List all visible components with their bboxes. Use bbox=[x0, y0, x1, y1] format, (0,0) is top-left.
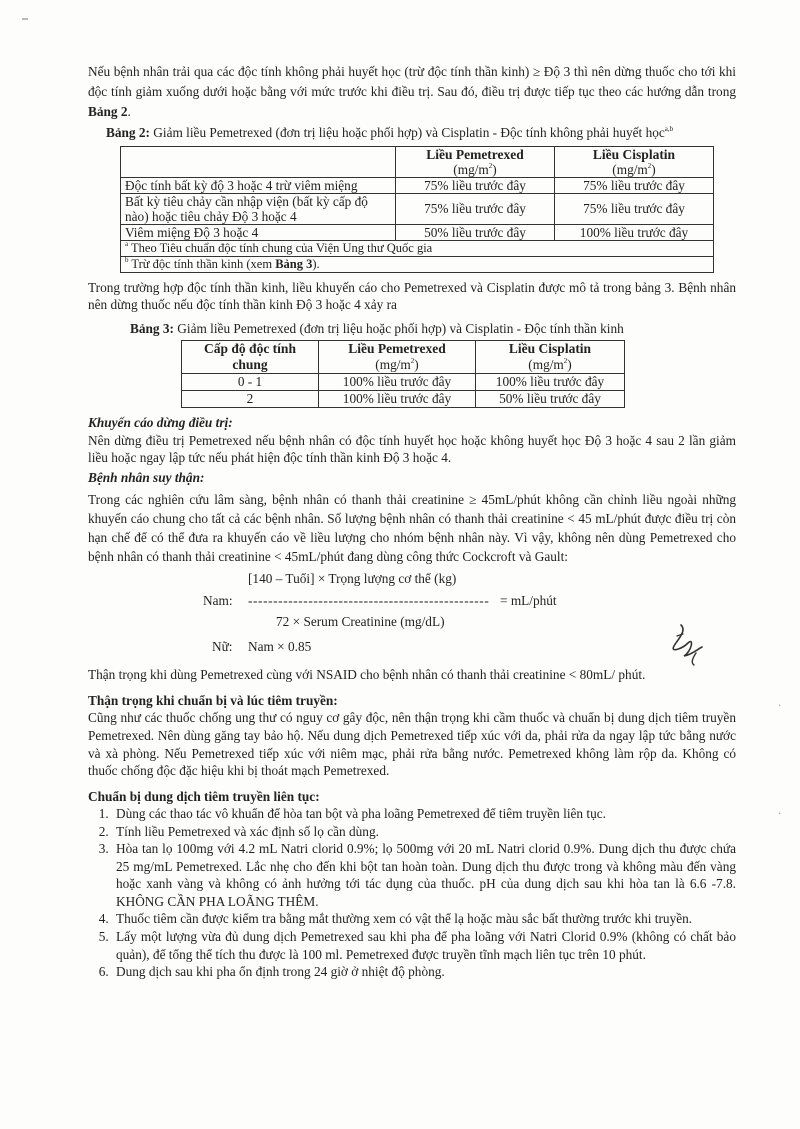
list-item: 1. Dùng các thao tác vô khuẩn để hòa tan bột và pha loãng Pemetrexed để tiêm truyền liên tục. bbox=[112, 805, 736, 823]
table3-caption bbox=[130, 320, 736, 338]
caution-paragraph: Cũng như các thuốc chống ung thư có nguy cơ gây độc, nên thận trọng khi cầm thuốc và chuẩn bị dung dịch tiêm truyền Pemetrexed. Nên dùng găng tay bảo hộ. Nếu dung dịch Pemetrexed tiếp xúc với da, phải rửa da ngay lập tức bằng nước và xà phòng. Nếu Pemetrexed tiếp xúc với niêm mạc, phải rửa bằng nước. Pemetrexed không làm rộp da. Không có thuốc chống độc đặc hiệu khi bị thoát mạch Pemetrexed. bbox=[88, 710, 736, 779]
intro-text: Nếu bệnh nhân trải qua các độc tính không phải huyết học (trừ độc tính thần kinh) ≥ Độ 3 thì nên dừng thuốc cho tới khi độc tính giảm xuống dưới hoặc bằng với mức trước khi điều trị. Sau đó, điều trị được tiếp tục theo các hướng dẫn trong bbox=[88, 64, 736, 99]
table2-caption-text: Giảm liều Pemetrexed (đơn trị liệu hoặc phối hợp) và Cisplatin - Độc tính không phải huyết học bbox=[149, 125, 665, 140]
table2-caption bbox=[106, 124, 736, 142]
table2-header-cisplatin bbox=[555, 146, 714, 177]
table-row bbox=[121, 177, 714, 193]
table3-cell-cis: 100% liều trước đây bbox=[476, 374, 625, 391]
table3-cell-cis: 50% liều trước đây bbox=[476, 391, 625, 408]
table3-header-pem-label: Liều Pemetrexed bbox=[348, 341, 446, 357]
table2-row-label: Viêm miệng Độ 3 hoặc 4 bbox=[121, 224, 396, 240]
scan-mark bbox=[22, 18, 28, 20]
caution-heading: Thận trọng khi chuẩn bị và lúc tiêm truyền: bbox=[88, 692, 338, 708]
list-item: 4. Thuốc tiêm cần được kiểm tra bằng mắt thường xem có vật thể lạ hoặc màu sắc bất thường trước khi truyền. bbox=[112, 910, 736, 928]
formula-numerator: [140 – Tuổi] × Trọng lượng cơ thể (kg) bbox=[248, 571, 457, 587]
note-b-sup: b bbox=[125, 255, 129, 264]
formula-male-label: Nam: bbox=[203, 593, 233, 609]
table2-unit-pem: (mg/m bbox=[453, 161, 489, 177]
cockcroft-gault-formula bbox=[88, 570, 736, 656]
table3-header-cisplatin bbox=[476, 341, 625, 374]
table2-header-cis-label: Liều Cisplatin bbox=[592, 146, 676, 162]
table3-caption-text: Giảm liều Pemetrexed (đơn trị liệu hoặc phối hợp) và Cisplatin - Độc tính thần kinh bbox=[173, 320, 624, 336]
table2-caption-sup: a,b bbox=[664, 125, 674, 133]
list-item: 3. Hòa tan lọ 100mg với 4.2 mL Natri clorid 0.9%; lọ 500mg với 20 mL Natri clorid 0.9%. Dung dịch thu được chứa 25 mg/mL Pemetrexed. Lắc nhẹ cho đến khi bột tan hoàn toàn. Dung dịch thu được trong và không màu đến vàng hoặc xanh vàng và không có ảnh hưởng tới tác dụng của thuốc. pH của dung dịch sau khi hòa tan là 6.6 -7.8. KHÔNG CẦN PHA LOÃNG THÊM. bbox=[112, 840, 736, 910]
table2-cell-cis: 75% liều trước đây bbox=[555, 177, 714, 193]
table3-header-grade bbox=[182, 341, 319, 374]
note-a-sup: a bbox=[125, 239, 129, 248]
table-row bbox=[121, 224, 714, 240]
intro-text-end: . bbox=[127, 104, 131, 119]
note-b-end: ). bbox=[312, 256, 320, 271]
formula-fraction-bar: ------------------------------------------------ bbox=[248, 593, 490, 609]
table2-cell-cis: 75% liều trước đây bbox=[555, 193, 714, 224]
scan-speck: · bbox=[778, 701, 782, 712]
formula-result: = mL/phút bbox=[500, 593, 557, 609]
list-item: 2. Tính liều Pemetrexed và xác định số lọ cần dùng. bbox=[112, 823, 736, 841]
table2-header-pemetrexed bbox=[396, 146, 555, 177]
table-3 bbox=[181, 340, 625, 408]
table3-header-grade-label: Cấp độ độc tính chung bbox=[204, 341, 296, 373]
formula-female-value: Nam × 0.85 bbox=[248, 639, 312, 655]
table-row bbox=[121, 193, 714, 224]
stop-paragraph: Nên dừng điều trị Pemetrexed nếu bệnh nhân có độc tính huyết học hoặc không huyết học Độ 3 hoặc 4 sau 2 lần giảm liều hoặc ngay lập tức nếu phát hiện độc tính thần kinh Độ 3 hoặc 4. bbox=[88, 432, 736, 466]
stop-heading: Khuyến cáo dừng điều trị: bbox=[88, 415, 233, 431]
table2-cell-pem: 75% liều trước đây bbox=[396, 193, 555, 224]
scan-speck: · bbox=[778, 809, 782, 820]
table3-cell-pem: 100% liều trước đây bbox=[319, 391, 476, 408]
table-2 bbox=[120, 146, 714, 273]
table2-note-b-row bbox=[121, 256, 714, 272]
table2-unit-pem-close: ) bbox=[492, 161, 497, 177]
prep-heading: Chuẩn bị dung dịch tiêm truyền liên tục: bbox=[88, 788, 320, 804]
table3-caption-label: Bảng 3: bbox=[130, 320, 174, 336]
table2-unit-cis: (mg/m bbox=[612, 161, 648, 177]
renal-paragraph: Trong các nghiên cứu lâm sàng, bệnh nhân có thanh thải creatinine ≥ 45mL/phút không cần chỉnh liều ngoài những khuyến cáo chung cho tất cả các bệnh nhân. Số lượng bệnh nhân có thanh thải creatinine < 45 mL/phút được điều trị còn hạn chế để có thể đưa ra khuyến cáo về liều lượng cho nhóm bệnh nhân này. Vì vậy, không nên dùng Pemetrexed cho bệnh nhân có thanh thải creatinine < 45mL/phút đang dùng công thức Cockcroft và Gault: bbox=[88, 492, 736, 565]
formula-female-label: Nữ: bbox=[212, 639, 233, 655]
list-item: 6. Dung dịch sau khi pha ổn định trong 24 giờ ở nhiệt độ phòng. bbox=[112, 963, 736, 981]
table2-unit-pem-sup: 2 bbox=[488, 161, 493, 170]
table2-note-a bbox=[121, 240, 714, 256]
table3-unit-cis-close: ) bbox=[567, 357, 572, 373]
list-item: 5. Lấy một lượng vừa đủ dung dịch Pemetrexed sau khi pha để pha loãng với Natri Clorid 0.9% (không có chất bảo quản), để tổng thể tích thu được là 100 ml. Pemetrexed được truyền tĩnh mạch liên tục trên 10 phút. bbox=[112, 928, 736, 963]
intro-paragraph bbox=[88, 62, 736, 122]
neuro-paragraph: Trong trường hợp độc tính thần kinh, liều khuyến cáo cho Pemetrexed và Cisplatin được mô tả trong bảng 3. Bệnh nhân nên dừng thuốc nếu độc tính thần kinh Độ 3 hoặc 4 xảy ra bbox=[88, 279, 736, 313]
handwritten-signature bbox=[665, 622, 713, 668]
formula-denominator: 72 × Serum Creatinine (mg/dL) bbox=[276, 614, 445, 630]
intro-table-ref: Bảng 2 bbox=[88, 104, 128, 119]
note-a-text: Theo Tiêu chuẩn độc tính chung của Viện Ung thư Quốc gia bbox=[128, 240, 433, 255]
document-page bbox=[88, 62, 736, 981]
table3-cell-grade: 2 bbox=[182, 391, 319, 408]
table2-caption-label: Bảng 2: bbox=[106, 125, 150, 140]
table2-unit-cis-close: ) bbox=[651, 161, 656, 177]
table2-note-b bbox=[121, 256, 714, 272]
table3-unit-cis-sup: 2 bbox=[563, 357, 568, 366]
table3-cell-pem: 100% liều trước đây bbox=[319, 374, 476, 391]
table-row bbox=[182, 391, 625, 408]
renal-heading: Bệnh nhân suy thận: bbox=[88, 469, 205, 485]
nsaid-paragraph: Thận trọng khi dùng Pemetrexed cùng với NSAID cho bệnh nhân có thanh thải creatinine < 80mL/ phút. bbox=[88, 667, 646, 683]
table2-row-label: Độc tính bất kỳ độ 3 hoặc 4 trừ viêm miệng bbox=[121, 177, 396, 193]
table2-cell-cis: 100% liều trước đây bbox=[555, 224, 714, 240]
table3-header-cis-label: Liều Cisplatin bbox=[508, 341, 592, 357]
table2-cell-pem: 75% liều trước đây bbox=[396, 177, 555, 193]
table2-header-empty bbox=[121, 146, 396, 177]
table2-row-label: Bất kỳ tiêu chảy cần nhập viện (bất kỳ cấp độ nào) hoặc tiêu chảy Độ 3 hoặc 4 bbox=[121, 193, 396, 224]
table3-header-pemetrexed bbox=[319, 341, 476, 374]
table2-note-a-row bbox=[121, 240, 714, 256]
table-row bbox=[182, 374, 625, 391]
table3-header-row bbox=[182, 341, 625, 374]
note-b-ref: Bảng 3 bbox=[275, 256, 313, 271]
table2-cell-pem: 50% liều trước đây bbox=[396, 224, 555, 240]
table3-unit-pem: (mg/m bbox=[375, 357, 411, 373]
prep-steps-list bbox=[88, 805, 736, 980]
table3-unit-cis: (mg/m bbox=[528, 357, 564, 373]
table2-header-pem-label: Liều Pemetrexed bbox=[426, 146, 524, 162]
table3-unit-pem-close: ) bbox=[414, 357, 419, 373]
table2-header-row bbox=[121, 146, 714, 177]
table2-unit-cis-sup: 2 bbox=[647, 161, 652, 170]
table3-unit-pem-sup: 2 bbox=[410, 357, 415, 366]
table3-cell-grade: 0 - 1 bbox=[182, 374, 319, 391]
note-b-text: Trừ độc tính thần kinh (xem bbox=[128, 256, 276, 271]
